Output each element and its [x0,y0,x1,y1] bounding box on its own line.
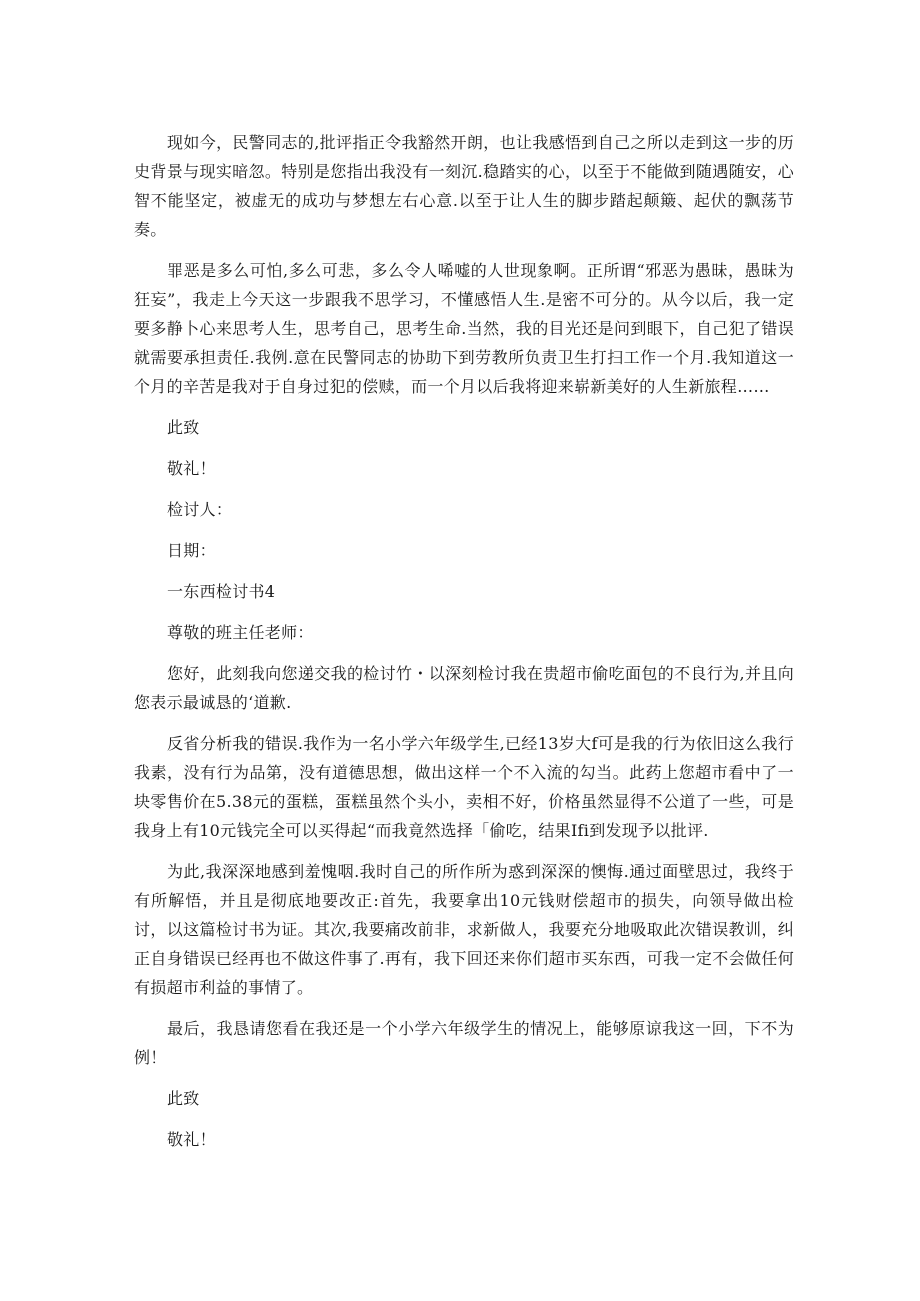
salute-2: 敬礼！ [167,1130,216,1149]
reviewer-label: 检讨人： [167,500,233,519]
paragraph-5: 为此,我深深地感到羞愧咽.我时自己的所作所为惑到深深的懊悔.通过面壁思过，我终于有所解悟，并且是彻底地要改正:首先，我要拿出10元钱财偿超市的损失，向领导做出检讨，以这篇检讨书为证。其次,我要痛改前非，求新做人，我要充分地吸取此次错误教训，纠正自身错误已经再也不做这件事了.再有，我下回还来你们超市买东西，可我一定不会做任何有损超市利益的事情了。 [134,862,794,997]
closing-1: 此致 [167,418,200,437]
paragraph-2: 罪恶是多么可怕,多么可悲，多么令人唏嘘的人世现象啊。正所谓“邪恶为愚昧，愚昧为狂妄”，我走上今天这一步跟我不思学习，不懂感悟人生.是密不可分的。从今以后，我一定要多静卜心来思考人生，思考自己，思考生命.当然，我的目光还是问到眼下，自己犯了错误就需要承担责任.我例.意在民警同志的协助下到劳教所负责卫生打扫工作一个月.我知道这一个月的辛苦是我对于自身过犯的偿赎，而一个月以后我将迎来崭新美好的人生新旅程…… [134,261,794,396]
section-heading: 一东西检讨书4 [167,582,276,601]
paragraph-1: 现如今，民警同志的,批评指正令我豁然开朗，也让我感悟到自己之所以走到这一步的历史背景与现实暗忽。特别是您指出我没有一刻沉.稳踏实的心，以至于不能做到随遇随安，心智不能坚定，被虚无的成功与梦想左右心意.以至于让人生的脚步踏起颠簸、起伏的飘荡节奏。 [134,133,794,239]
document-body [134,128,794,1154]
salute-1: 敬礼！ [167,459,216,478]
greeting: 尊敬的班主任老师： [167,623,314,642]
closing-2: 此致 [167,1089,200,1108]
paragraph-3: 您好，此刻我向您递交我的检讨竹・以深刻检讨我在贵超市偷吃面包的不良行为,并且向您表示最诚恳的‘道歉. [134,664,794,712]
date-label: 日期： [167,541,216,560]
paragraph-6: 最后，我恳请您看在我还是一个小学六年级学生的情况上，能够原谅我这一回，下不为例！ [134,1019,794,1067]
paragraph-4: 反省分析我的错误.我作为一名小学六年级学生,已经13岁大f可是我的行为依旧这么我行我素，没有行为品第，没有道德思想，做出这样一个不入流的勾当。此药上您超市看中了一块零售价在5.38元的蛋糕，蛋糕虽然个头小，卖相不好，价格虽然显得不公道了一些，可是我身上有10元钱完全可以买得起“而我竟然选择「偷吃，结果Ifi到发现予以批评. [134,734,794,840]
